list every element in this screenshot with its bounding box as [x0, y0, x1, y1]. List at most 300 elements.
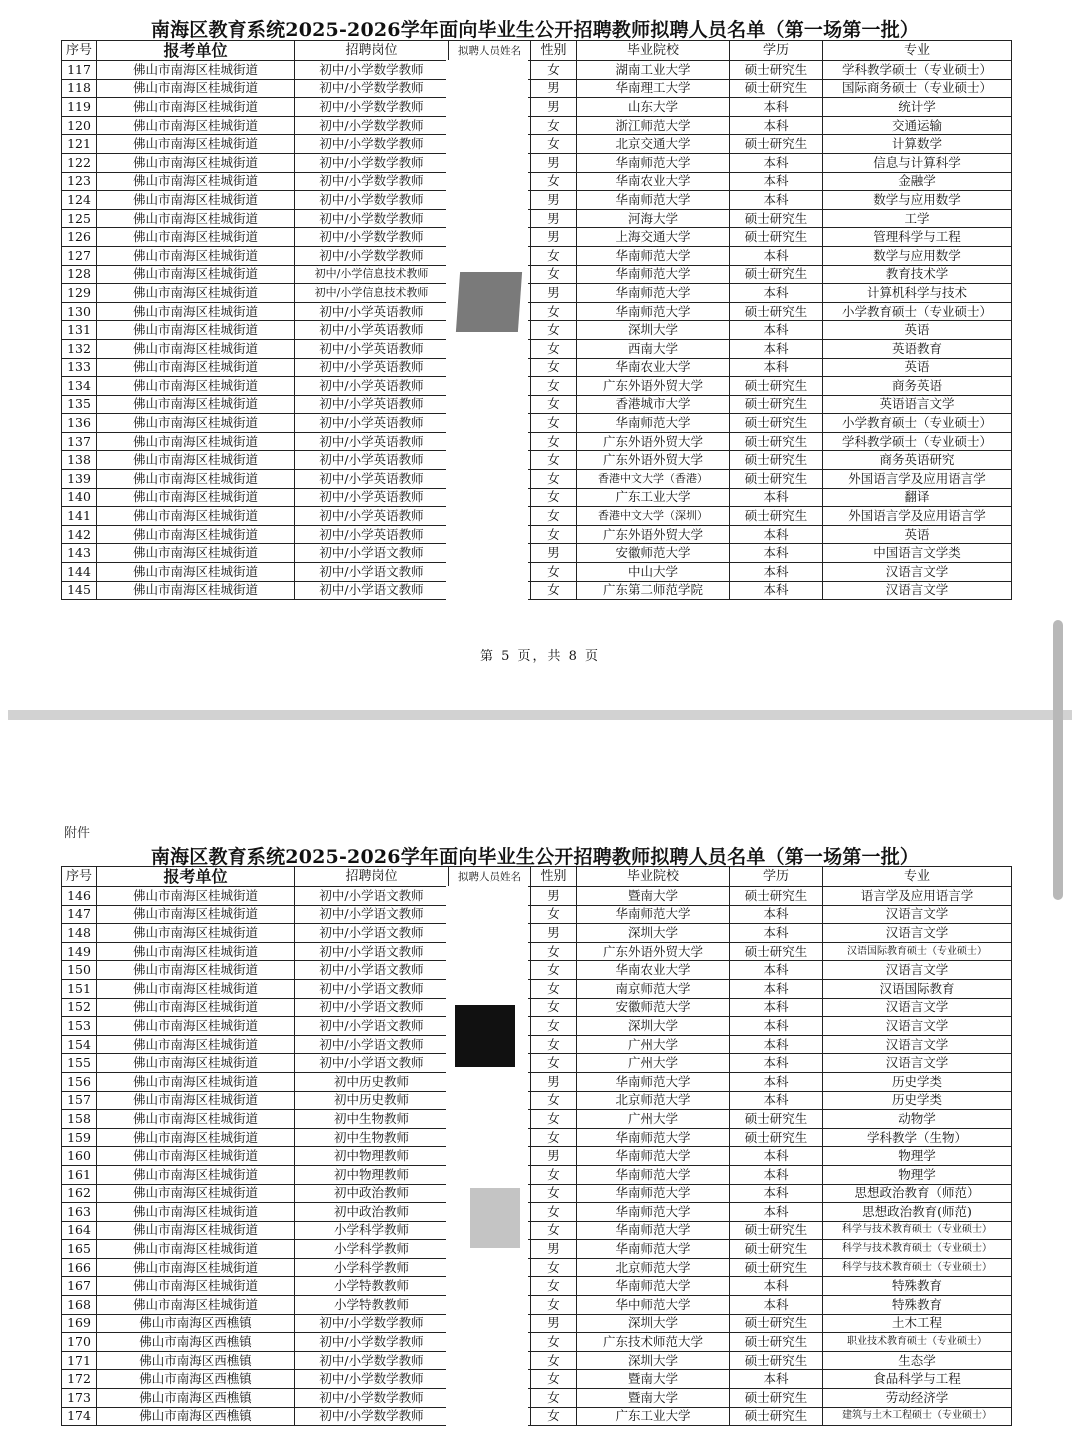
row-school: 华南师范大学: [577, 1165, 730, 1184]
row-degree: 本科: [730, 358, 823, 377]
row-school: 广东外语外贸大学: [577, 377, 730, 396]
table-row: [62, 79, 1012, 98]
row-degree: 硕士研究生: [730, 1221, 823, 1240]
row-school: 南京师范大学: [577, 979, 730, 998]
row-post: 初中历史教师: [295, 1072, 449, 1091]
col-header-no: 序号: [62, 867, 97, 887]
row-number: 132: [62, 339, 97, 358]
row-post: 初中物理教师: [295, 1165, 449, 1184]
row-unit: 佛山市南海区桂城街道: [97, 544, 295, 563]
row-post: 初中/小学语文教师: [295, 1035, 449, 1054]
row-gender: 女: [531, 1017, 577, 1036]
row-post: 初中政治教师: [295, 1184, 449, 1203]
row-unit: 佛山市南海区桂城街道: [97, 1258, 295, 1277]
row-major: 商务英语研究: [823, 451, 1012, 470]
row-number: 146: [62, 887, 97, 906]
row-post: 初中/小学英语教师: [295, 488, 449, 507]
row-gender: 女: [531, 321, 577, 340]
row-degree: 硕士研究生: [730, 1333, 823, 1352]
table-row: [62, 246, 1012, 265]
row-degree: 硕士研究生: [730, 265, 823, 284]
row-major: 语言学及应用语言学: [823, 887, 1012, 906]
table-row: [62, 887, 1012, 906]
row-major: 生态学: [823, 1351, 1012, 1370]
table-row: [62, 525, 1012, 544]
row-school: 安徽师范大学: [577, 998, 730, 1017]
scrollbar-thumb[interactable]: [1053, 620, 1063, 900]
row-gender: 女: [531, 507, 577, 526]
row-school: 华中师范大学: [577, 1296, 730, 1315]
table-row: [62, 61, 1012, 80]
row-degree: 硕士研究生: [730, 302, 823, 321]
row-post: 初中/小学英语教师: [295, 302, 449, 321]
row-gender: 女: [531, 1128, 577, 1147]
row-major: 计算机科学与技术: [823, 284, 1012, 303]
row-major: 汉语言文学: [823, 961, 1012, 980]
table-row: [62, 924, 1012, 943]
row-number: 131: [62, 321, 97, 340]
row-major: 汉语言文学: [823, 1017, 1012, 1036]
row-unit: 佛山市南海区桂城街道: [97, 1128, 295, 1147]
row-degree: 本科: [730, 246, 823, 265]
row-school: 华南师范大学: [577, 1277, 730, 1296]
row-post: 初中/小学数学教师: [295, 98, 449, 117]
row-degree: 本科: [730, 1147, 823, 1166]
row-major: 食品科学与工程: [823, 1370, 1012, 1389]
row-major: 汉语言文学: [823, 1035, 1012, 1054]
row-major: 中国语言文学类: [823, 544, 1012, 563]
row-gender: 女: [531, 246, 577, 265]
row-degree: 硕士研究生: [730, 61, 823, 80]
row-degree: 本科: [730, 339, 823, 358]
row-major: 外国语言学及应用语言学: [823, 507, 1012, 526]
row-post: 初中/小学语文教师: [295, 924, 449, 943]
row-degree: 本科: [730, 1091, 823, 1110]
redaction-block: [470, 1188, 520, 1248]
row-school: 河海大学: [577, 209, 730, 228]
row-post: 初中/小学数学教师: [295, 61, 449, 80]
row-gender: 男: [531, 924, 577, 943]
row-unit: 佛山市南海区桂城街道: [97, 339, 295, 358]
table-row: [62, 1054, 1012, 1073]
row-number: 174: [62, 1407, 97, 1426]
row-post: 初中/小学数学教师: [295, 228, 449, 247]
row-school: 深圳大学: [577, 321, 730, 340]
row-post: 初中/小学数学教师: [295, 1333, 449, 1352]
row-post: 初中/小学数学教师: [295, 191, 449, 210]
row-post: 初中/小学语文教师: [295, 887, 449, 906]
row-post: 初中/小学语文教师: [295, 998, 449, 1017]
col-header-name: 拟聘人员姓名: [449, 867, 531, 887]
row-number: 135: [62, 395, 97, 414]
row-degree: 硕士研究生: [730, 887, 823, 906]
row-degree: 硕士研究生: [730, 451, 823, 470]
row-gender: 女: [531, 1165, 577, 1184]
row-post: 初中/小学英语教师: [295, 470, 449, 489]
row-gender: 女: [531, 581, 577, 600]
row-major: 汉语言文学: [823, 563, 1012, 582]
row-unit: 佛山市南海区桂城街道: [97, 998, 295, 1017]
table-row: [62, 998, 1012, 1017]
row-degree: 硕士研究生: [730, 1110, 823, 1129]
row-unit: 佛山市南海区西樵镇: [97, 1389, 295, 1408]
row-post: 初中/小学数学教师: [295, 172, 449, 191]
row-number: 141: [62, 507, 97, 526]
table-row: [62, 191, 1012, 210]
row-unit: 佛山市南海区桂城街道: [97, 1035, 295, 1054]
row-degree: 硕士研究生: [730, 1258, 823, 1277]
row-number: 167: [62, 1277, 97, 1296]
page-divider: [8, 710, 1072, 720]
table-row: [62, 1240, 1012, 1259]
table-row: [62, 905, 1012, 924]
row-school: 安徽师范大学: [577, 544, 730, 563]
table-row: [62, 581, 1012, 600]
row-school: 广东外语外贸大学: [577, 432, 730, 451]
row-school: 华南农业大学: [577, 358, 730, 377]
table-row: [62, 1184, 1012, 1203]
table-row: [62, 116, 1012, 135]
row-number: 121: [62, 135, 97, 154]
row-gender: 女: [531, 998, 577, 1017]
table-row: [62, 1091, 1012, 1110]
col-header-post: 招聘岗位: [295, 41, 449, 61]
row-unit: 佛山市南海区桂城街道: [97, 414, 295, 433]
row-degree: 本科: [730, 525, 823, 544]
row-post: 初中/小学语文教师: [295, 563, 449, 582]
row-post: 初中/小学数学教师: [295, 1351, 449, 1370]
row-number: 118: [62, 79, 97, 98]
table-row: [62, 172, 1012, 191]
row-post: 初中/小学英语教师: [295, 377, 449, 396]
row-major: 汉语国际教育: [823, 979, 1012, 998]
row-unit: 佛山市南海区桂城街道: [97, 451, 295, 470]
row-school: 华南师范大学: [577, 1221, 730, 1240]
row-number: 147: [62, 905, 97, 924]
row-number: 165: [62, 1240, 97, 1259]
col-header-degree: 学历: [730, 867, 823, 887]
row-gender: 女: [531, 61, 577, 80]
table-header-row: [62, 41, 1012, 61]
redaction-block: [456, 272, 522, 332]
row-unit: 佛山市南海区桂城街道: [97, 905, 295, 924]
table-row: [62, 1258, 1012, 1277]
table-row: [62, 1296, 1012, 1315]
row-number: 171: [62, 1351, 97, 1370]
row-gender: 女: [531, 979, 577, 998]
row-gender: 女: [531, 135, 577, 154]
row-unit: 佛山市南海区桂城街道: [97, 1110, 295, 1129]
table-row: [62, 1035, 1012, 1054]
row-post: 初中/小学数学教师: [295, 1407, 449, 1426]
row-degree: 硕士研究生: [730, 1407, 823, 1426]
row-degree: 本科: [730, 924, 823, 943]
row-school: 华南师范大学: [577, 1184, 730, 1203]
row-major: 英语: [823, 525, 1012, 544]
row-post: 初中/小学语文教师: [295, 905, 449, 924]
col-header-no: 序号: [62, 41, 97, 61]
row-post: 初中/小学语文教师: [295, 1017, 449, 1036]
row-school: 广东外语外贸大学: [577, 942, 730, 961]
row-school: 深圳大学: [577, 1017, 730, 1036]
row-post: 初中/小学英语教师: [295, 451, 449, 470]
row-number: 156: [62, 1072, 97, 1091]
table-row: [62, 1389, 1012, 1408]
col-header-unit: 报考单位: [97, 867, 295, 887]
row-major: 特殊教育: [823, 1296, 1012, 1315]
row-number: 158: [62, 1110, 97, 1129]
col-header-school: 毕业院校: [577, 41, 730, 61]
row-gender: 女: [531, 339, 577, 358]
table-row: [62, 432, 1012, 451]
col-header-unit: 报考单位: [97, 41, 295, 61]
row-degree: 硕士研究生: [730, 1351, 823, 1370]
row-unit: 佛山市南海区桂城街道: [97, 924, 295, 943]
row-gender: 女: [531, 451, 577, 470]
row-unit: 佛山市南海区桂城街道: [97, 377, 295, 396]
table-row: [62, 98, 1012, 117]
row-unit: 佛山市南海区西樵镇: [97, 1351, 295, 1370]
table-row: [62, 470, 1012, 489]
row-degree: 本科: [730, 1184, 823, 1203]
row-degree: 本科: [730, 1017, 823, 1036]
row-unit: 佛山市南海区桂城街道: [97, 1165, 295, 1184]
row-number: 164: [62, 1221, 97, 1240]
row-degree: 本科: [730, 998, 823, 1017]
row-major: 国际商务硕士（专业硕士）: [823, 79, 1012, 98]
row-post: 初中/小学数学教师: [295, 1314, 449, 1333]
row-unit: 佛山市南海区桂城街道: [97, 432, 295, 451]
row-unit: 佛山市南海区桂城街道: [97, 488, 295, 507]
row-school: 华南理工大学: [577, 79, 730, 98]
row-post: 初中生物教师: [295, 1110, 449, 1129]
row-major: 外国语言学及应用语言学: [823, 470, 1012, 489]
row-gender: 女: [531, 1091, 577, 1110]
row-school: 中山大学: [577, 563, 730, 582]
row-major: 科学与技术教育硕士（专业硕士）: [823, 1240, 1012, 1259]
table-row: [62, 1407, 1012, 1426]
row-degree: 本科: [730, 116, 823, 135]
row-number: 124: [62, 191, 97, 210]
row-gender: 女: [531, 563, 577, 582]
row-gender: 女: [531, 470, 577, 489]
row-post: 初中/小学数学教师: [295, 1370, 449, 1389]
col-header-school: 毕业院校: [577, 867, 730, 887]
row-school: 广东工业大学: [577, 1407, 730, 1426]
row-school: 广东技术师范大学: [577, 1333, 730, 1352]
row-major: 思想政治教育（师范）: [823, 1184, 1012, 1203]
row-post: 初中历史教师: [295, 1091, 449, 1110]
row-major: 商务英语: [823, 377, 1012, 396]
row-post: 初中/小学数学教师: [295, 135, 449, 154]
row-number: 117: [62, 61, 97, 80]
row-gender: 女: [531, 1370, 577, 1389]
page-header-label: 附件: [64, 826, 91, 841]
table-row: [62, 1203, 1012, 1222]
row-gender: 女: [531, 488, 577, 507]
row-major: 动物学: [823, 1110, 1012, 1129]
row-unit: 佛山市南海区桂城街道: [97, 79, 295, 98]
row-school: 华南师范大学: [577, 1072, 730, 1091]
row-post: 小学特教教师: [295, 1277, 449, 1296]
row-unit: 佛山市南海区西樵镇: [97, 1407, 295, 1426]
row-school: 华南师范大学: [577, 1128, 730, 1147]
row-major: 交通运输: [823, 116, 1012, 135]
row-degree: 硕士研究生: [730, 942, 823, 961]
page-title: 南海区教育系统2025-2026学年面向毕业生公开招聘教师拟聘人员名单（第一场第一批）: [150, 19, 920, 41]
row-degree: 本科: [730, 1203, 823, 1222]
row-gender: 男: [531, 153, 577, 172]
row-school: 西南大学: [577, 339, 730, 358]
row-gender: 女: [531, 1184, 577, 1203]
row-gender: 女: [531, 377, 577, 396]
table-row: [62, 228, 1012, 247]
row-major: 学科教学硕士（专业硕士）: [823, 432, 1012, 451]
row-post: 初中/小学英语教师: [295, 339, 449, 358]
col-header-gender: 性别: [531, 41, 577, 61]
table-row: [62, 1072, 1012, 1091]
row-unit: 佛山市南海区桂城街道: [97, 135, 295, 154]
row-number: 126: [62, 228, 97, 247]
row-gender: 女: [531, 265, 577, 284]
row-major: 英语教育: [823, 339, 1012, 358]
row-gender: 男: [531, 1314, 577, 1333]
row-degree: 本科: [730, 321, 823, 340]
row-degree: 本科: [730, 979, 823, 998]
row-post: 初中/小学语文教师: [295, 1054, 449, 1073]
table-row: [62, 395, 1012, 414]
row-major: 物理学: [823, 1147, 1012, 1166]
table-row: [62, 153, 1012, 172]
row-unit: 佛山市南海区桂城街道: [97, 265, 295, 284]
row-number: 139: [62, 470, 97, 489]
row-degree: 本科: [730, 1370, 823, 1389]
table-row: [62, 507, 1012, 526]
row-school: 暨南大学: [577, 887, 730, 906]
row-major: 汉语国际教育硕士（专业硕士）: [823, 942, 1012, 961]
table-row: [62, 1147, 1012, 1166]
row-number: 142: [62, 525, 97, 544]
row-major: 金融学: [823, 172, 1012, 191]
row-post: 初中/小学数学教师: [295, 209, 449, 228]
row-unit: 佛山市南海区桂城街道: [97, 581, 295, 600]
row-number: 169: [62, 1314, 97, 1333]
row-unit: 佛山市南海区桂城街道: [97, 1147, 295, 1166]
row-degree: 硕士研究生: [730, 432, 823, 451]
row-gender: 男: [531, 284, 577, 303]
row-number: 145: [62, 581, 97, 600]
row-school: 浙江师范大学: [577, 116, 730, 135]
row-gender: 女: [531, 414, 577, 433]
row-unit: 佛山市南海区西樵镇: [97, 1333, 295, 1352]
redaction-block: [455, 1005, 515, 1067]
row-major: 英语: [823, 321, 1012, 340]
row-degree: 本科: [730, 191, 823, 210]
row-unit: 佛山市南海区桂城街道: [97, 153, 295, 172]
row-unit: 佛山市南海区桂城街道: [97, 979, 295, 998]
row-unit: 佛山市南海区桂城街道: [97, 1221, 295, 1240]
row-school: 暨南大学: [577, 1370, 730, 1389]
row-number: 122: [62, 153, 97, 172]
row-school: 香港中文大学（深圳）: [577, 507, 730, 526]
row-school: 广州大学: [577, 1110, 730, 1129]
table-header-row: [62, 867, 1012, 887]
row-post: 初中/小学英语教师: [295, 414, 449, 433]
row-post: 初中/小学信息技术教师: [295, 265, 449, 284]
row-school: 华南农业大学: [577, 961, 730, 980]
row-number: 123: [62, 172, 97, 191]
row-major: 统计学: [823, 98, 1012, 117]
row-number: 155: [62, 1054, 97, 1073]
table-row: [62, 1351, 1012, 1370]
row-unit: 佛山市南海区桂城街道: [97, 284, 295, 303]
row-gender: 女: [531, 395, 577, 414]
row-degree: 本科: [730, 563, 823, 582]
row-degree: 硕士研究生: [730, 79, 823, 98]
row-major: 建筑与土木工程硕士（专业硕士）: [823, 1407, 1012, 1426]
row-degree: 硕士研究生: [730, 507, 823, 526]
row-number: 152: [62, 998, 97, 1017]
row-number: 148: [62, 924, 97, 943]
row-post: 初中/小学数学教师: [295, 116, 449, 135]
row-degree: 本科: [730, 961, 823, 980]
row-school: 山东大学: [577, 98, 730, 117]
row-unit: 佛山市南海区桂城街道: [97, 61, 295, 80]
row-number: 127: [62, 246, 97, 265]
row-school: 深圳大学: [577, 924, 730, 943]
row-gender: 男: [531, 544, 577, 563]
table-row: [62, 321, 1012, 340]
row-post: 小学特教教师: [295, 1296, 449, 1315]
row-number: 160: [62, 1147, 97, 1166]
table-row: [62, 563, 1012, 582]
row-major: 汉语言文学: [823, 581, 1012, 600]
row-number: 137: [62, 432, 97, 451]
row-unit: 佛山市南海区桂城街道: [97, 563, 295, 582]
row-major: 教育技术学: [823, 265, 1012, 284]
row-degree: 硕士研究生: [730, 395, 823, 414]
row-post: 初中物理教师: [295, 1147, 449, 1166]
row-major: 小学教育硕士（专业硕士）: [823, 302, 1012, 321]
row-school: 香港中文大学（香港）: [577, 470, 730, 489]
row-school: 深圳大学: [577, 1314, 730, 1333]
row-major: 汉语言文学: [823, 1054, 1012, 1073]
row-unit: 佛山市南海区桂城街道: [97, 172, 295, 191]
row-number: 138: [62, 451, 97, 470]
row-post: 初中/小学英语教师: [295, 358, 449, 377]
page-footer: 第 5 页，共 8 页: [479, 649, 601, 664]
row-post: 初中/小学英语教师: [295, 525, 449, 544]
row-post: 初中/小学语文教师: [295, 581, 449, 600]
row-major: 物理学: [823, 1165, 1012, 1184]
row-unit: 佛山市南海区桂城街道: [97, 98, 295, 117]
row-unit: 佛山市南海区桂城街道: [97, 321, 295, 340]
row-major: 土木工程: [823, 1314, 1012, 1333]
table-row: [62, 358, 1012, 377]
table-row: [62, 339, 1012, 358]
row-post: 小学科学教师: [295, 1258, 449, 1277]
row-number: 133: [62, 358, 97, 377]
row-number: 168: [62, 1296, 97, 1315]
row-degree: 硕士研究生: [730, 1389, 823, 1408]
row-major: 历史学类: [823, 1091, 1012, 1110]
row-school: 广东外语外贸大学: [577, 451, 730, 470]
roster-body: [62, 61, 1012, 600]
row-gender: 男: [531, 1072, 577, 1091]
row-school: 华南师范大学: [577, 284, 730, 303]
row-major: 计算数学: [823, 135, 1012, 154]
row-unit: 佛山市南海区桂城街道: [97, 1072, 295, 1091]
